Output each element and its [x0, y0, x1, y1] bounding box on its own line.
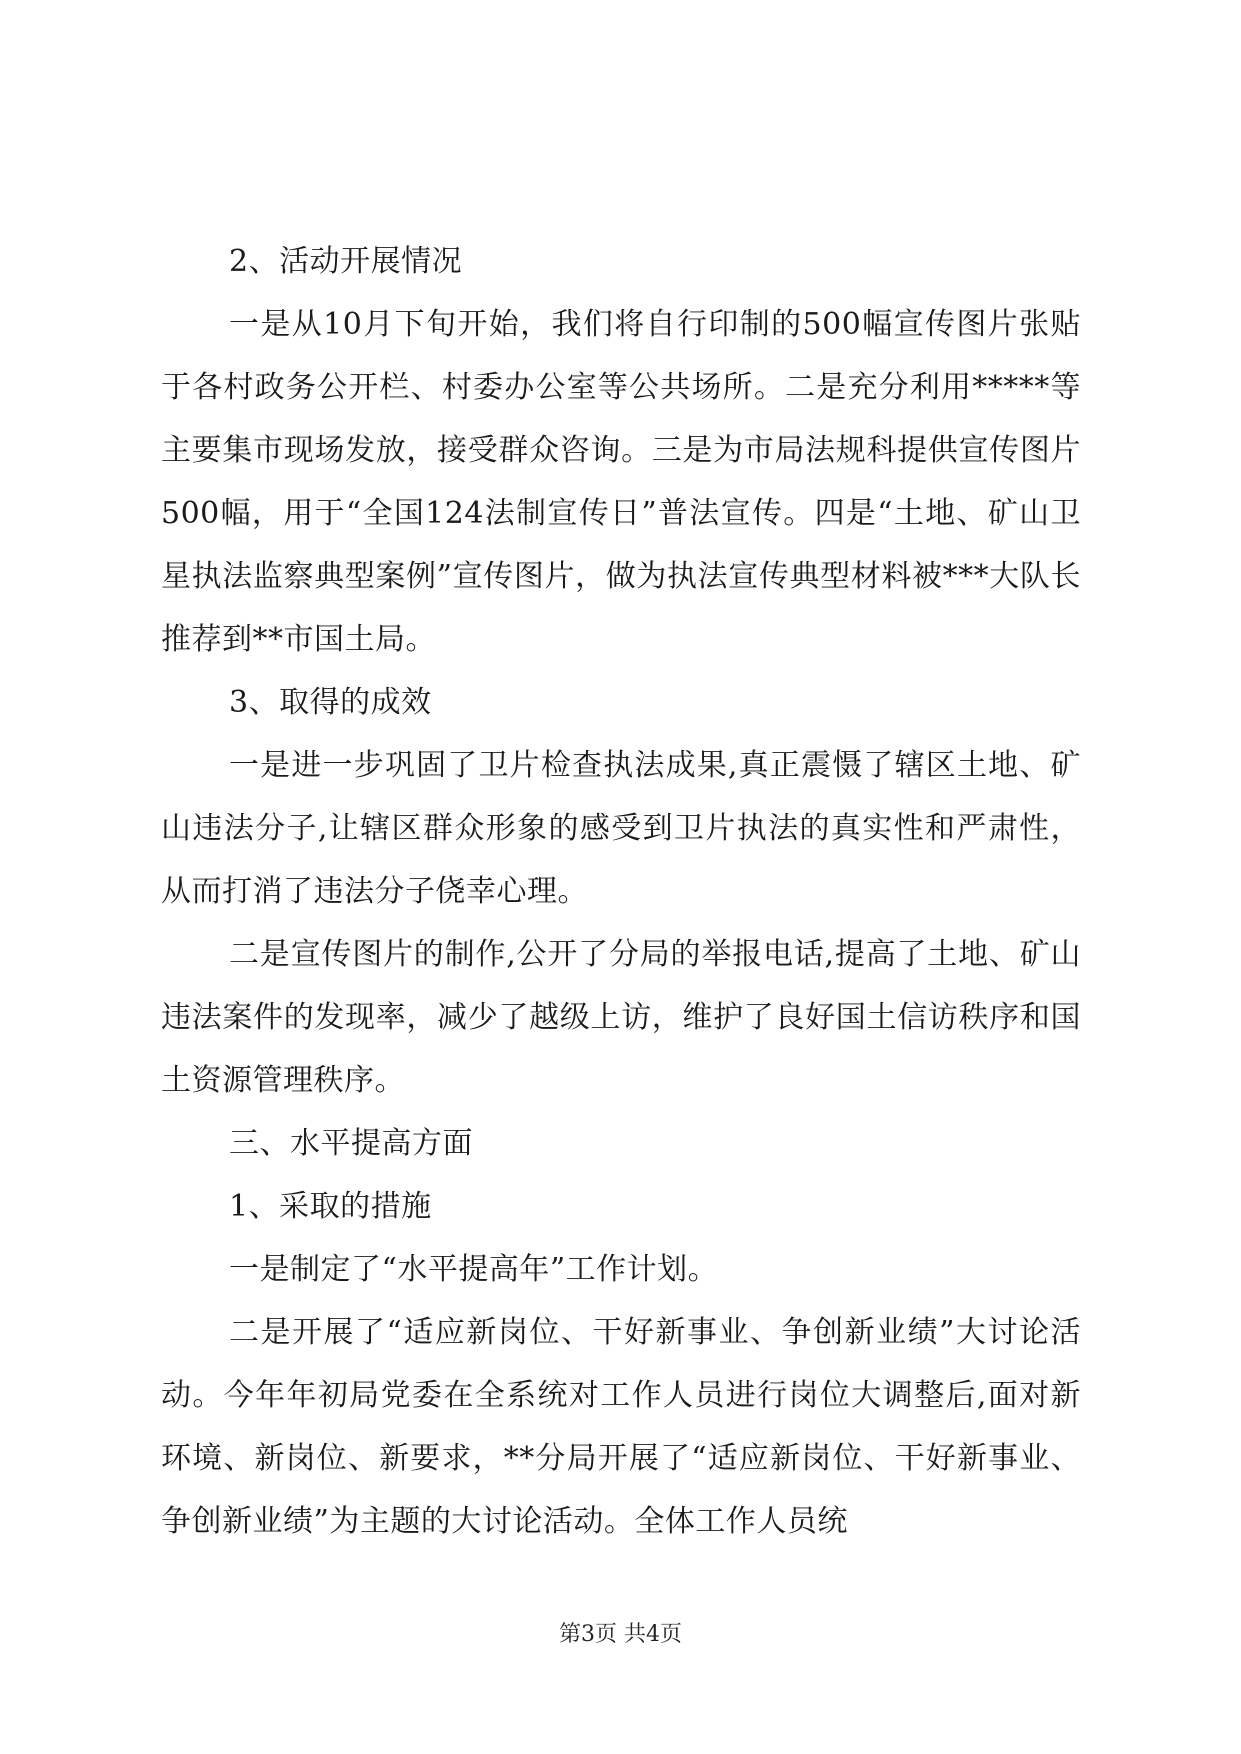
document-body	[161, 230, 1081, 1553]
section-heading: 三、水平提高方面	[229, 1126, 473, 1161]
section-heading: 2、活动开展情况	[229, 244, 463, 279]
body-paragraph: 一是进一步巩固了卫片检查执法成果,真正震慑了辖区土地、矿山违法分子,让辖区群众形象的感受到卫片执法的真实性和严肃性，从而打消了违法分子侥幸心理。	[161, 748, 1081, 909]
section-heading: 3、取得的成效	[229, 685, 432, 720]
body-paragraph: 二是宣传图片的制作,公开了分局的举报电话,提高了土地、矿山违法案件的发现率，减少了越级上访，维护了良好国土信访秩序和国土资源管理秩序。	[161, 937, 1081, 1098]
page-number: 第3页 共4页	[559, 1622, 682, 1647]
body-paragraph: 二是开展了“适应新岗位、干好新事业、争创新业绩”大讨论活动。今年年初局党委在全系统对工作人员进行岗位大调整后,面对新环境、新岗位、新要求，**分局开展了“适应新岗位、干好新事业、争创新业绩”为主题的大讨论活动。全体工作人员统	[161, 1315, 1081, 1539]
page-footer	[0, 1620, 1241, 1650]
body-paragraph: 一是从10月下旬开始，我们将自行印制的500幅宣传图片张贴于各村政务公开栏、村委办公室等公共场所。二是充分利用*****等主要集市现场发放，接受群众咨询。三是为市局法规科提供宣传图片500幅，用于“全国124法制宣传日”普法宣传。四是“土地、矿山卫星执法监察典型案例”宣传图片，做为执法宣传典型材料被***大队长推荐到**市国土局。	[161, 307, 1081, 657]
section-heading: 1、采取的措施	[229, 1189, 432, 1224]
body-paragraph: 一是制定了“水平提高年”工作计划。	[229, 1252, 719, 1287]
